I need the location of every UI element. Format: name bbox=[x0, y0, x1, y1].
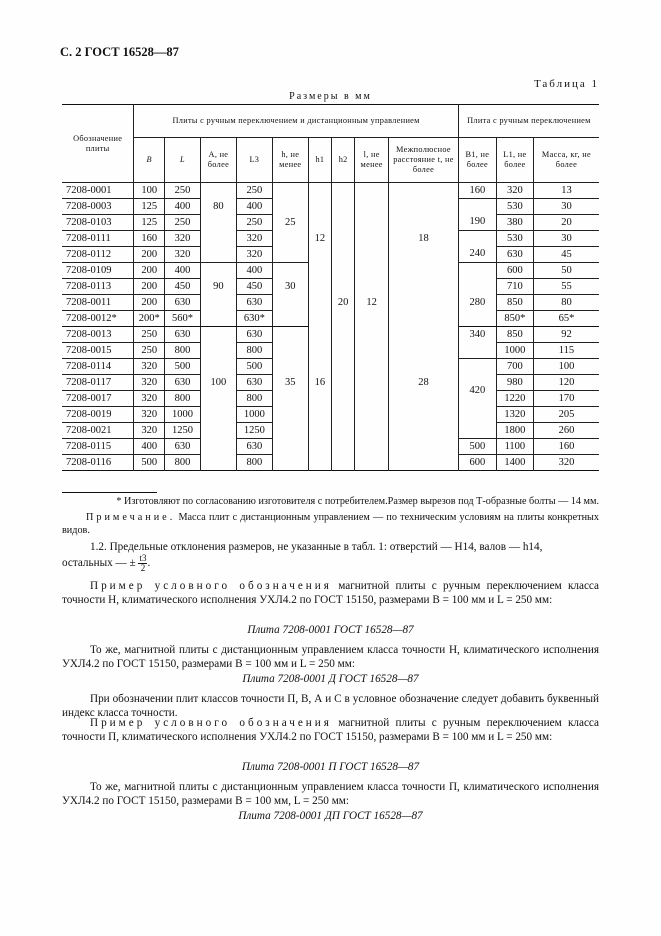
cell-mass: 120 bbox=[533, 375, 599, 391]
cell-mass: 50 bbox=[533, 263, 599, 279]
cell-A bbox=[200, 391, 236, 407]
table-row bbox=[62, 215, 599, 231]
cell-h2 bbox=[332, 183, 355, 199]
cell-L1: 530 bbox=[496, 199, 533, 215]
group-manual-header: Плита с ручным переключением bbox=[458, 105, 599, 138]
cell-L3: 800 bbox=[236, 455, 272, 471]
cell-t bbox=[389, 311, 459, 327]
cell-h bbox=[272, 423, 308, 439]
classes-note: При обозначении плит классов точности П, В, А и С в условное обозначение следует добавить буквенный индекс класса точности. bbox=[62, 693, 599, 719]
cell-L3: 800 bbox=[236, 391, 272, 407]
cell-L: 250 bbox=[165, 215, 201, 231]
cell-L: 800 bbox=[165, 343, 201, 359]
cell-designation: 7208-0112 bbox=[62, 247, 134, 263]
cell-h: 25 bbox=[272, 215, 308, 231]
cell-B: 200 bbox=[134, 279, 165, 295]
cell-t bbox=[389, 439, 459, 455]
cell-L1: 320 bbox=[496, 183, 533, 199]
cell-A: 100 bbox=[200, 375, 236, 391]
cell-L: 400 bbox=[165, 199, 201, 215]
cell-L: 250 bbox=[165, 183, 201, 199]
cell-B1 bbox=[458, 263, 496, 279]
cell-B: 100 bbox=[134, 183, 165, 199]
cell-B: 125 bbox=[134, 199, 165, 215]
cell-h1 bbox=[308, 247, 331, 263]
cell-h bbox=[272, 263, 308, 279]
tolerance-fraction: $\frac{t3}{2}$ bbox=[139, 552, 147, 573]
cell-B1: 160 bbox=[458, 183, 496, 199]
cell-L: 800 bbox=[165, 391, 201, 407]
cell-l bbox=[355, 231, 389, 247]
cell-designation: 7208-0021 bbox=[62, 423, 134, 439]
cell-h2 bbox=[332, 327, 355, 343]
cell-designation: 7208-0011 bbox=[62, 295, 134, 311]
cell-L3: 630* bbox=[236, 311, 272, 327]
cell-h bbox=[272, 231, 308, 247]
cell-h bbox=[272, 295, 308, 311]
cell-L: 1250 bbox=[165, 423, 201, 439]
cell-designation: 7208-0003 bbox=[62, 199, 134, 215]
col-designation: Обозначение плиты bbox=[62, 105, 134, 183]
cell-designation: 7208-0114 bbox=[62, 359, 134, 375]
cell-h bbox=[272, 343, 308, 359]
cell-h: 30 bbox=[272, 279, 308, 295]
col-L3: L3 bbox=[236, 138, 272, 183]
cell-h bbox=[272, 183, 308, 199]
dimensions-table bbox=[62, 104, 599, 471]
cell-mass: 160 bbox=[533, 439, 599, 455]
cell-A bbox=[200, 311, 236, 327]
cell-L: 630 bbox=[165, 375, 201, 391]
table-row bbox=[62, 199, 599, 215]
cell-A bbox=[200, 407, 236, 423]
cell-l: 12 bbox=[355, 295, 389, 311]
example-1: Пример условного обозначения магнитной плиты с ручным переключением класса точности Н, климатического исполнения УХЛ4.2 по ГОСТ 15150, размерами B = 100 мм и L = 250 мм: bbox=[62, 580, 599, 606]
footnote: * Изготовляют по согласованию изготовителя с потребителем.Размер вырезов под Т-образные болты — 14 мм. bbox=[116, 496, 599, 507]
cell-L: 560* bbox=[165, 311, 201, 327]
col-h: h, не менее bbox=[272, 138, 308, 183]
cell-h1 bbox=[308, 455, 331, 471]
cell-B: 400 bbox=[134, 439, 165, 455]
cell-mass: 13 bbox=[533, 183, 599, 199]
cell-t bbox=[389, 359, 459, 375]
cell-mass: 30 bbox=[533, 231, 599, 247]
cell-designation: 7208-0019 bbox=[62, 407, 134, 423]
cell-t bbox=[389, 279, 459, 295]
cell-B1 bbox=[458, 279, 496, 295]
cell-L: 320 bbox=[165, 247, 201, 263]
cell-A bbox=[200, 359, 236, 375]
cell-L3: 630 bbox=[236, 375, 272, 391]
cell-B: 200* bbox=[134, 311, 165, 327]
cell-B1 bbox=[458, 343, 496, 359]
cell-l bbox=[355, 423, 389, 439]
col-t: Межполюсное расстояние t, не более bbox=[389, 138, 459, 183]
col-l: l, не менее bbox=[355, 138, 389, 183]
cell-B1 bbox=[458, 407, 496, 423]
cell-L3: 250 bbox=[236, 183, 272, 199]
col-h2: h2 bbox=[332, 138, 355, 183]
cell-l bbox=[355, 279, 389, 295]
cell-h bbox=[272, 439, 308, 455]
cell-h1: 16 bbox=[308, 375, 331, 391]
cell-t bbox=[389, 199, 459, 215]
cell-h1 bbox=[308, 407, 331, 423]
sizes-caption: Размеры в мм bbox=[289, 91, 372, 102]
cell-designation: 7208-0013 bbox=[62, 327, 134, 343]
cell-L3: 630 bbox=[236, 439, 272, 455]
cell-L1: 850* bbox=[496, 311, 533, 327]
cell-h1 bbox=[308, 327, 331, 343]
cell-mass: 115 bbox=[533, 343, 599, 359]
cell-l bbox=[355, 359, 389, 375]
cell-h: 35 bbox=[272, 375, 308, 391]
cell-designation: 7208-0113 bbox=[62, 279, 134, 295]
cell-designation: 7208-0117 bbox=[62, 375, 134, 391]
cell-B: 200 bbox=[134, 247, 165, 263]
cell-t bbox=[389, 423, 459, 439]
cell-h1 bbox=[308, 311, 331, 327]
cell-h2 bbox=[332, 279, 355, 295]
table-note bbox=[62, 511, 599, 537]
cell-L1: 530 bbox=[496, 231, 533, 247]
table-row bbox=[62, 455, 599, 471]
cell-B1 bbox=[458, 359, 496, 375]
col-mass: Масса, кг, не более bbox=[533, 138, 599, 183]
cell-mass: 20 bbox=[533, 215, 599, 231]
cell-A bbox=[200, 263, 236, 279]
table-label: Таблица 1 bbox=[533, 78, 599, 90]
example-2: Пример условного обозначения магнитной плиты с ручным переключением класса точности П, климатического исполнения УХЛ4.2 по ГОСТ 15150, размерами B = 100 мм и L = 250 мм: bbox=[62, 717, 599, 743]
table-row bbox=[62, 423, 599, 439]
table-row bbox=[62, 247, 599, 263]
cell-designation: 7208-0017 bbox=[62, 391, 134, 407]
designation-4: Плита 7208-0001 ДП ГОСТ 16528—87 bbox=[238, 810, 423, 822]
cell-h bbox=[272, 327, 308, 343]
cell-L: 630 bbox=[165, 327, 201, 343]
cell-h1 bbox=[308, 391, 331, 407]
cell-L1: 630 bbox=[496, 247, 533, 263]
cell-l bbox=[355, 311, 389, 327]
cell-L3: 500 bbox=[236, 359, 272, 375]
cell-l bbox=[355, 215, 389, 231]
cell-h bbox=[272, 391, 308, 407]
cell-L1: 1100 bbox=[496, 439, 533, 455]
cell-A bbox=[200, 215, 236, 231]
cell-h bbox=[272, 359, 308, 375]
cell-h1 bbox=[308, 215, 331, 231]
cell-l bbox=[355, 455, 389, 471]
cell-B: 200 bbox=[134, 263, 165, 279]
example-label: Пример условного обозначения bbox=[90, 580, 332, 592]
cell-t bbox=[389, 327, 459, 343]
col-B1: B1, не более bbox=[458, 138, 496, 183]
cell-mass: 30 bbox=[533, 199, 599, 215]
table-row bbox=[62, 311, 599, 327]
cell-h1: 12 bbox=[308, 231, 331, 247]
cell-h1 bbox=[308, 279, 331, 295]
cell-L: 630 bbox=[165, 439, 201, 455]
cell-h bbox=[272, 455, 308, 471]
cell-l bbox=[355, 343, 389, 359]
cell-L3: 630 bbox=[236, 327, 272, 343]
cell-A bbox=[200, 231, 236, 247]
cell-B1 bbox=[458, 231, 496, 247]
cell-h2 bbox=[332, 343, 355, 359]
designation-2: Плита 7208-0001 Д ГОСТ 16528—87 bbox=[242, 673, 419, 685]
cell-L: 800 bbox=[165, 455, 201, 471]
cell-A bbox=[200, 455, 236, 471]
cell-L3: 1000 bbox=[236, 407, 272, 423]
designation-3: Плита 7208-0001 П ГОСТ 16528—87 bbox=[241, 761, 420, 773]
cell-h1 bbox=[308, 359, 331, 375]
cell-h2 bbox=[332, 311, 355, 327]
cell-L1: 1400 bbox=[496, 455, 533, 471]
cell-A bbox=[200, 423, 236, 439]
clause-rest: остальных — ± $\frac{t3}{2}$ . bbox=[62, 552, 151, 573]
cell-h bbox=[272, 199, 308, 215]
cell-L1: 380 bbox=[496, 215, 533, 231]
cell-h2 bbox=[332, 215, 355, 231]
cell-h2 bbox=[332, 199, 355, 215]
cell-t: 28 bbox=[389, 375, 459, 391]
cell-t bbox=[389, 247, 459, 263]
table-row bbox=[62, 375, 599, 391]
cell-mass: 55 bbox=[533, 279, 599, 295]
cell-L3: 400 bbox=[236, 263, 272, 279]
cell-h1 bbox=[308, 423, 331, 439]
col-B: B bbox=[134, 138, 165, 183]
same-as-1: То же, магнитной плиты с дистанционным управлением класса точности Н, климатического исполнения УХЛ4.2 по ГОСТ 15150, размерами B = 100 мм и L = 250 мм: bbox=[62, 644, 599, 670]
cell-designation: 7208-0111 bbox=[62, 231, 134, 247]
cell-B: 320 bbox=[134, 359, 165, 375]
cell-h2 bbox=[332, 391, 355, 407]
cell-B: 125 bbox=[134, 215, 165, 231]
cell-L: 400 bbox=[165, 263, 201, 279]
cell-B1: 500 bbox=[458, 439, 496, 455]
cell-L3: 400 bbox=[236, 199, 272, 215]
cell-B: 320 bbox=[134, 391, 165, 407]
cell-t bbox=[389, 455, 459, 471]
cell-L1: 710 bbox=[496, 279, 533, 295]
cell-L1: 600 bbox=[496, 263, 533, 279]
cell-h1 bbox=[308, 263, 331, 279]
cell-B: 320 bbox=[134, 407, 165, 423]
cell-designation: 7208-0115 bbox=[62, 439, 134, 455]
cell-B1: 190 bbox=[458, 215, 496, 231]
table-row bbox=[62, 359, 599, 375]
cell-L1: 1220 bbox=[496, 391, 533, 407]
cell-t bbox=[389, 295, 459, 311]
cell-A: 80 bbox=[200, 199, 236, 215]
cell-designation: 7208-0001 bbox=[62, 183, 134, 199]
cell-L1: 1800 bbox=[496, 423, 533, 439]
cell-A bbox=[200, 439, 236, 455]
cell-h bbox=[272, 407, 308, 423]
cell-L3: 1250 bbox=[236, 423, 272, 439]
cell-l bbox=[355, 407, 389, 423]
cell-L3: 450 bbox=[236, 279, 272, 295]
cell-L1: 850 bbox=[496, 295, 533, 311]
col-A: A, не более bbox=[200, 138, 236, 183]
group-remote-header: Плиты с ручным переключением и дистанционным управлением bbox=[134, 105, 458, 138]
cell-L: 500 bbox=[165, 359, 201, 375]
cell-l bbox=[355, 439, 389, 455]
cell-B: 320 bbox=[134, 423, 165, 439]
cell-h2 bbox=[332, 375, 355, 391]
cell-h2 bbox=[332, 263, 355, 279]
same-as-2: То же, магнитной плиты с дистанционным управлением класса точности П, климатического исполнения УХЛ4.2 по ГОСТ 15150, размерами B = 100 мм, L = 250 мм: bbox=[62, 781, 599, 807]
cell-designation: 7208-0116 bbox=[62, 455, 134, 471]
cell-t: 18 bbox=[389, 231, 459, 247]
cell-l bbox=[355, 247, 389, 263]
cell-h2 bbox=[332, 247, 355, 263]
cell-L3: 800 bbox=[236, 343, 272, 359]
cell-mass: 45 bbox=[533, 247, 599, 263]
cell-h2: 20 bbox=[332, 295, 355, 311]
note-text: Масса плит с дистанционным управлением — по техническим условиям на плиты конкретных видов. bbox=[62, 512, 599, 536]
example-label: Пример условного обозначения bbox=[90, 717, 332, 729]
cell-L: 630 bbox=[165, 295, 201, 311]
table-row bbox=[62, 231, 599, 247]
cell-L: 1000 bbox=[165, 407, 201, 423]
cell-A bbox=[200, 343, 236, 359]
cell-h2 bbox=[332, 407, 355, 423]
cell-h2 bbox=[332, 439, 355, 455]
table-row bbox=[62, 407, 599, 423]
designation-1: Плита 7208-0001 ГОСТ 16528—87 bbox=[247, 624, 414, 636]
note-label: Примечание. bbox=[86, 512, 176, 523]
cell-L1: 700 bbox=[496, 359, 533, 375]
cell-B1 bbox=[458, 311, 496, 327]
cell-h bbox=[272, 311, 308, 327]
cell-mass: 100 bbox=[533, 359, 599, 375]
cell-l bbox=[355, 263, 389, 279]
table-row bbox=[62, 295, 599, 311]
cell-B1: 340 bbox=[458, 327, 496, 343]
cell-L1: 850 bbox=[496, 327, 533, 343]
cell-B1: 420 bbox=[458, 383, 496, 399]
col-h1: h1 bbox=[308, 138, 331, 183]
cell-B: 320 bbox=[134, 375, 165, 391]
cell-L3: 320 bbox=[236, 231, 272, 247]
col-L1: L1, не более bbox=[496, 138, 533, 183]
cell-l bbox=[355, 327, 389, 343]
cell-h1 bbox=[308, 295, 331, 311]
cell-mass: 170 bbox=[533, 391, 599, 407]
cell-h1 bbox=[308, 439, 331, 455]
cell-L1: 1320 bbox=[496, 407, 533, 423]
cell-l bbox=[355, 375, 389, 391]
cell-h2 bbox=[332, 231, 355, 247]
cell-L: 450 bbox=[165, 279, 201, 295]
cell-designation: 7208-0109 bbox=[62, 263, 134, 279]
cell-L: 320 bbox=[165, 231, 201, 247]
cell-h2 bbox=[332, 359, 355, 375]
cell-A: 90 bbox=[200, 279, 236, 295]
cell-t bbox=[389, 183, 459, 199]
cell-h1 bbox=[308, 343, 331, 359]
cell-B1: 280 bbox=[458, 295, 496, 311]
cell-B1: 240 bbox=[458, 247, 496, 263]
cell-l bbox=[355, 391, 389, 407]
cell-B: 160 bbox=[134, 231, 165, 247]
cell-l bbox=[355, 183, 389, 199]
table-row bbox=[62, 391, 599, 407]
cell-h bbox=[272, 247, 308, 263]
cell-mass: 205 bbox=[533, 407, 599, 423]
cell-B: 250 bbox=[134, 343, 165, 359]
cell-A bbox=[200, 247, 236, 263]
cell-h1 bbox=[308, 183, 331, 199]
footnote-separator bbox=[62, 492, 157, 493]
table-row bbox=[62, 183, 599, 199]
table-row bbox=[62, 327, 599, 343]
cell-B: 250 bbox=[134, 327, 165, 343]
cell-designation: 7208-0012* bbox=[62, 311, 134, 327]
cell-A bbox=[200, 327, 236, 343]
page-header: С. 2 ГОСТ 16528—87 bbox=[60, 45, 179, 59]
table-row bbox=[62, 343, 599, 359]
cell-mass: 92 bbox=[533, 327, 599, 343]
cell-designation: 7208-0015 bbox=[62, 343, 134, 359]
cell-B1 bbox=[458, 199, 496, 215]
clause-1-2: 1.2. Предельные отклонения размеров, не указанные в табл. 1: отверстий — H14, валов — h14, bbox=[90, 541, 543, 553]
cell-designation: 7208-0103 bbox=[62, 215, 134, 231]
cell-mass: 320 bbox=[558, 456, 575, 468]
cell-A bbox=[200, 183, 236, 199]
cell-mass: 80 bbox=[533, 295, 599, 311]
cell-L1: 980 bbox=[496, 375, 533, 391]
cell-t bbox=[389, 391, 459, 407]
cell-t bbox=[389, 343, 459, 359]
cell-mass: 260 bbox=[533, 423, 599, 439]
cell-t bbox=[389, 263, 459, 279]
cell-L1: 1000 bbox=[496, 343, 533, 359]
table-row bbox=[62, 279, 599, 295]
cell-A bbox=[200, 295, 236, 311]
cell-B1: 600 bbox=[458, 455, 496, 471]
col-L: L bbox=[165, 138, 201, 183]
cell-L3: 320 bbox=[236, 247, 272, 263]
table-row bbox=[62, 263, 599, 279]
cell-l bbox=[355, 199, 389, 215]
cell-t bbox=[389, 407, 459, 423]
cell-B: 500 bbox=[134, 455, 165, 471]
table-row bbox=[62, 439, 599, 455]
cell-L3: 250 bbox=[236, 215, 272, 231]
cell-mass: 65* bbox=[533, 311, 599, 327]
cell-B: 200 bbox=[134, 295, 165, 311]
cell-t bbox=[389, 215, 459, 231]
cell-B1 bbox=[458, 423, 496, 439]
cell-L3: 630 bbox=[236, 295, 272, 311]
cell-h2 bbox=[332, 423, 355, 439]
cell-h2 bbox=[332, 455, 355, 471]
cell-h1 bbox=[308, 199, 331, 215]
